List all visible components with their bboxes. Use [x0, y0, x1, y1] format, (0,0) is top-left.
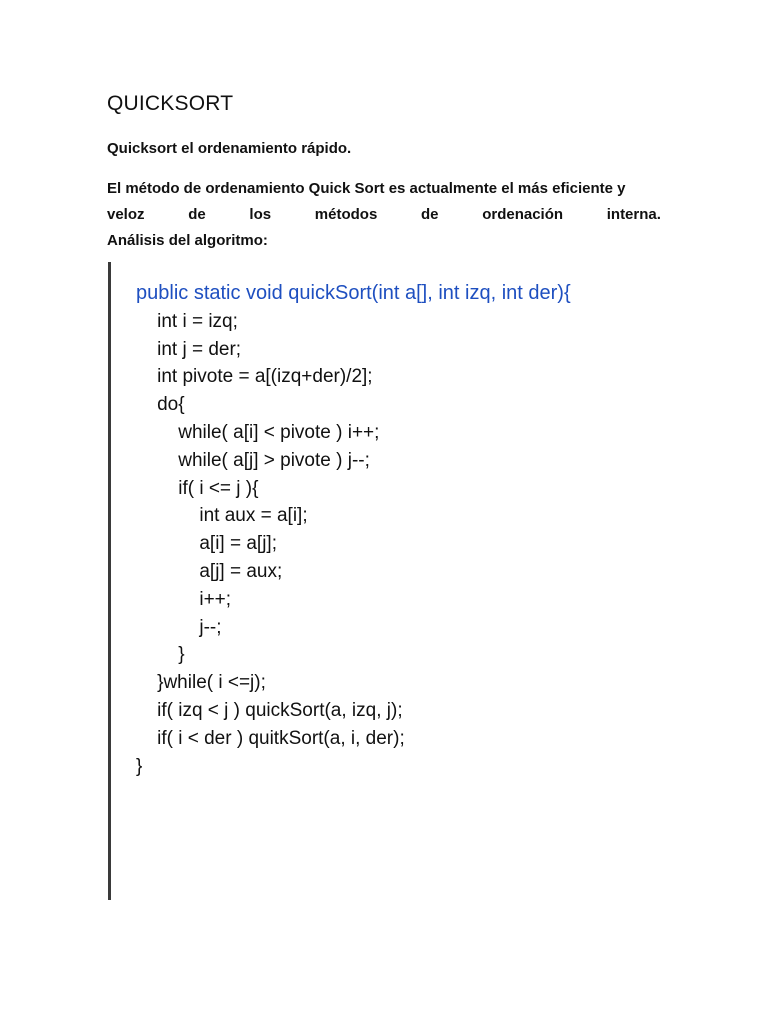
code-block [136, 280, 571, 780]
code-line: int i = izq; [136, 310, 238, 332]
paragraph-word: ordenación [482, 206, 564, 223]
paragraph-word: de [420, 206, 439, 223]
code-line: } [136, 755, 143, 777]
paragraph-line-3: Análisis del algoritmo: [107, 232, 268, 249]
code-line: }while( i <=j); [136, 672, 266, 694]
code-left-rule [108, 262, 111, 900]
code-line: int j = der; [136, 338, 242, 360]
paragraph-word: métodos [314, 206, 378, 223]
code-line: if( i < der ) quitkSort(a, i, der); [136, 727, 405, 749]
code-line: int pivote = a[(izq+der)/2]; [136, 366, 373, 388]
code-line: if( izq < j ) quickSort(a, izq, j); [136, 699, 403, 721]
code-line: j--; [136, 616, 222, 638]
paragraph-line-2 [107, 202, 661, 228]
code-line: } [136, 644, 185, 666]
paragraph-word: veloz [107, 206, 145, 223]
intro-paragraph [107, 176, 661, 254]
paragraph-word: los [249, 206, 272, 223]
document-subtitle: Quicksort el ordenamiento rápido. [107, 140, 352, 157]
paragraph-word: interna. [606, 206, 661, 223]
code-line: while( a[j] > pivote ) j--; [136, 449, 370, 471]
code-line: a[j] = aux; [136, 560, 283, 582]
document-title: QUICKSORT [107, 92, 234, 115]
code-line: i++; [136, 588, 232, 610]
paragraph-line-1: El método de ordenamiento Quick Sort es actualmente el más eficiente y [107, 180, 626, 197]
code-line: do{ [136, 394, 185, 416]
code-line-signature: public static void quickSort(int a[], int izq, int der){ [136, 282, 571, 304]
code-line: int aux = a[i]; [136, 505, 308, 527]
code-figure [108, 262, 668, 902]
code-line: a[i] = a[j]; [136, 533, 277, 555]
paragraph-word: de [188, 206, 206, 223]
code-line: while( a[i] < pivote ) i++; [136, 421, 380, 443]
code-line: if( i <= j ){ [136, 477, 259, 499]
